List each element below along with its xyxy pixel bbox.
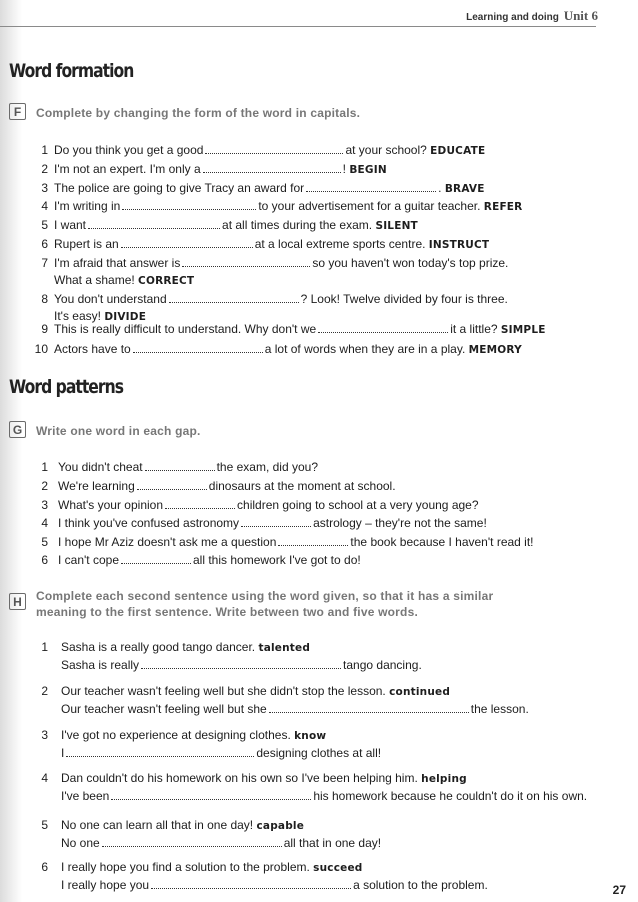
answer-gap[interactable] xyxy=(111,789,311,800)
question-text-start: Actors have to xyxy=(54,342,131,356)
key-word: MEMORY xyxy=(468,344,522,356)
answer-gap[interactable] xyxy=(205,143,343,154)
exercise-g-instruction: Write one word in each gap. xyxy=(36,424,201,438)
first-sentence-text: No one can learn all that in one day! xyxy=(61,818,254,832)
question-number: 6 xyxy=(41,237,48,251)
key-word: REFER xyxy=(483,201,523,213)
question-text xyxy=(58,553,361,568)
answer-gap[interactable] xyxy=(169,292,299,303)
exercise-label-f: F xyxy=(9,103,26,120)
answer-gap[interactable] xyxy=(318,322,448,333)
unit-label: Unit 6 xyxy=(563,8,598,23)
second-sentence-start: Sasha is really xyxy=(61,658,140,672)
question-text-end: . xyxy=(438,181,442,195)
exercise-label-h: H xyxy=(9,593,26,610)
question-text xyxy=(54,342,522,358)
question-number: 1 xyxy=(41,640,48,654)
second-sentence xyxy=(61,789,587,804)
answer-gap[interactable] xyxy=(278,535,348,546)
question-number: 2 xyxy=(41,684,48,698)
question-text-start: What's your opinion xyxy=(58,498,164,512)
question-text-end: children going to school at a very young age? xyxy=(237,498,479,512)
answer-gap[interactable] xyxy=(88,218,220,229)
answer-gap[interactable] xyxy=(141,658,341,669)
key-word: BRAVE xyxy=(444,183,485,195)
question-text-end: so you haven't won today's top prize. xyxy=(312,256,509,270)
question-text-end: at all times during the exam. xyxy=(222,218,373,232)
question-number: 4 xyxy=(41,516,48,530)
question-text-start: I'm afraid that answer is xyxy=(54,256,181,270)
second-sentence-start: Our teacher wasn't feeling well but she xyxy=(61,702,267,716)
question-text-end: a lot of words when they are in a play. xyxy=(264,342,466,356)
question-text-start: I can't cope xyxy=(58,553,119,567)
question-number: 5 xyxy=(41,218,48,232)
question-text-end: at a local extreme sports centre. xyxy=(254,237,426,251)
first-sentence-text: Dan couldn't do his homework on his own so I've been helping him. xyxy=(61,771,418,785)
question-text-start: I think you've confused astronomy xyxy=(58,516,240,530)
key-word: DIVIDE xyxy=(104,311,147,323)
question-text-start: I want xyxy=(54,218,87,232)
first-sentence xyxy=(61,860,363,876)
question-text xyxy=(54,256,508,271)
question-number: 6 xyxy=(41,860,48,874)
question-number: 6 xyxy=(41,553,48,567)
key-word: INSTRUCT xyxy=(428,239,490,251)
question-text-continued xyxy=(54,273,194,289)
second-sentence xyxy=(61,836,381,851)
question-number: 3 xyxy=(41,181,48,195)
question-text xyxy=(54,143,485,159)
question-text xyxy=(54,199,522,215)
second-sentence-end: his homework because he couldn't do it on his own. xyxy=(313,789,588,803)
question-text xyxy=(58,498,479,513)
answer-gap[interactable] xyxy=(102,836,282,847)
question-text-end: astrology – they're not the same! xyxy=(313,516,487,530)
header-rule xyxy=(0,26,596,27)
question-text-end: at your school? xyxy=(345,143,427,157)
question-text-tail: What a shame! xyxy=(54,273,135,287)
question-text-start: I hope Mr Aziz doesn't ask me a question xyxy=(58,535,277,549)
second-sentence-start: I've been xyxy=(61,789,110,803)
second-sentence xyxy=(61,702,529,717)
question-text-end: the book because I haven't read it! xyxy=(350,535,534,549)
key-word: know xyxy=(294,730,327,742)
question-text-start: The police are going to give Tracy an award for xyxy=(54,181,305,195)
question-text xyxy=(58,535,534,550)
key-word: BEGIN xyxy=(349,164,387,176)
exercise-label-g: G xyxy=(9,421,26,438)
question-text xyxy=(54,322,546,338)
answer-gap[interactable] xyxy=(306,181,436,192)
answer-gap[interactable] xyxy=(203,162,341,173)
question-text-end: the exam, did you? xyxy=(216,460,318,474)
key-word: talented xyxy=(258,642,311,654)
key-word: helping xyxy=(421,773,467,785)
key-word: succeed xyxy=(313,862,363,874)
question-number: 2 xyxy=(41,162,48,176)
question-text-start: You don't understand xyxy=(54,292,167,306)
question-number: 9 xyxy=(41,322,48,336)
first-sentence-text: I've got no experience at designing clothes. xyxy=(61,728,291,742)
second-sentence-start: I really hope you xyxy=(61,878,150,892)
answer-gap[interactable] xyxy=(151,878,351,889)
second-sentence xyxy=(61,746,381,761)
question-number: 3 xyxy=(41,728,48,742)
question-number: 5 xyxy=(41,818,48,832)
question-number: 2 xyxy=(41,479,48,493)
question-text xyxy=(54,292,508,307)
question-text-end: dinosaurs at the moment at school. xyxy=(208,479,396,493)
answer-gap[interactable] xyxy=(137,479,207,490)
first-sentence xyxy=(61,818,304,834)
scan-edge-shade xyxy=(0,0,22,902)
question-text-end: all this homework I've got to do! xyxy=(193,553,361,567)
question-text-start: I'm not an expert. I'm only a xyxy=(54,162,201,176)
question-number: 8 xyxy=(41,292,48,306)
second-sentence xyxy=(61,658,422,673)
question-text xyxy=(54,181,485,197)
second-sentence-end: tango dancing. xyxy=(343,658,422,672)
question-text-end: to your advertisement for a guitar teacher. xyxy=(258,199,481,213)
question-text xyxy=(54,218,418,234)
question-number: 7 xyxy=(41,256,48,270)
answer-gap[interactable] xyxy=(66,746,254,757)
first-sentence xyxy=(61,728,326,744)
answer-gap[interactable] xyxy=(165,498,235,509)
key-word: SILENT xyxy=(375,220,418,232)
question-number: 3 xyxy=(41,498,48,512)
second-sentence-end: all that in one day! xyxy=(283,836,382,850)
first-sentence-text: Sasha is a really good tango dancer. xyxy=(61,640,256,654)
question-text-start: I'm writing in xyxy=(54,199,121,213)
question-text-start: Do you think you get a good xyxy=(54,143,204,157)
question-number: 5 xyxy=(41,535,48,549)
question-number: 4 xyxy=(41,771,48,785)
page-number: 27 xyxy=(612,883,626,897)
instruction-line: meaning to the first sentence. Write between two and five words. xyxy=(36,605,418,619)
key-word: capable xyxy=(256,820,305,832)
answer-gap[interactable] xyxy=(145,460,215,471)
answer-gap[interactable] xyxy=(121,553,191,564)
question-number: 1 xyxy=(41,143,48,157)
key-word: CORRECT xyxy=(138,275,195,287)
question-text-start: We're learning xyxy=(58,479,135,493)
section-title-word-formation: Word formation xyxy=(9,60,134,82)
second-sentence-end: the lesson. xyxy=(470,702,529,716)
question-number: 4 xyxy=(41,199,48,213)
question-text-start: Rupert is an xyxy=(54,237,119,251)
first-sentence-text: I really hope you find a solution to the problem. xyxy=(61,860,310,874)
section-title-word-patterns: Word patterns xyxy=(9,376,123,398)
instruction-line: Complete each second sentence using the word given, so that it has a similar xyxy=(36,589,494,603)
answer-gap[interactable] xyxy=(133,342,263,353)
answer-gap[interactable] xyxy=(182,256,310,267)
question-text xyxy=(58,479,396,494)
second-sentence-end: a solution to the problem. xyxy=(353,878,488,892)
question-number: 10 xyxy=(34,342,48,356)
chapter-title: Learning and doing xyxy=(466,12,559,23)
question-text-start: You didn't cheat xyxy=(58,460,143,474)
question-text-end: it a little? xyxy=(450,322,498,336)
key-word: EDUCATE xyxy=(430,145,486,157)
second-sentence-start: No one xyxy=(61,836,100,850)
answer-gap[interactable] xyxy=(122,199,256,210)
first-sentence xyxy=(61,684,450,700)
question-number: 1 xyxy=(41,460,48,474)
question-text-start: This is really difficult to understand. Why don't we xyxy=(54,322,317,336)
answer-gap[interactable] xyxy=(241,516,311,527)
answer-gap[interactable] xyxy=(269,702,469,713)
first-sentence xyxy=(61,640,310,656)
question-text-tail: It's easy! xyxy=(54,309,101,323)
question-text xyxy=(54,237,489,253)
answer-gap[interactable] xyxy=(121,237,253,248)
second-sentence-start: I xyxy=(61,746,65,760)
question-text xyxy=(58,516,487,531)
running-header xyxy=(466,8,598,24)
key-word: continued xyxy=(389,686,451,698)
first-sentence-text: Our teacher wasn't feeling well but she didn't stop the lesson. xyxy=(61,684,386,698)
first-sentence xyxy=(61,771,467,787)
question-text-end: ? Look! Twelve divided by four is three. xyxy=(300,292,508,306)
exercise-h-instruction xyxy=(36,588,596,620)
second-sentence-end: designing clothes at all! xyxy=(256,746,382,760)
second-sentence xyxy=(61,878,488,893)
question-text-end: ! xyxy=(342,162,346,176)
key-word: SIMPLE xyxy=(500,324,546,336)
question-text xyxy=(54,162,387,178)
question-text xyxy=(58,460,318,475)
exercise-f-instruction: Complete by changing the form of the word in capitals. xyxy=(36,106,361,120)
